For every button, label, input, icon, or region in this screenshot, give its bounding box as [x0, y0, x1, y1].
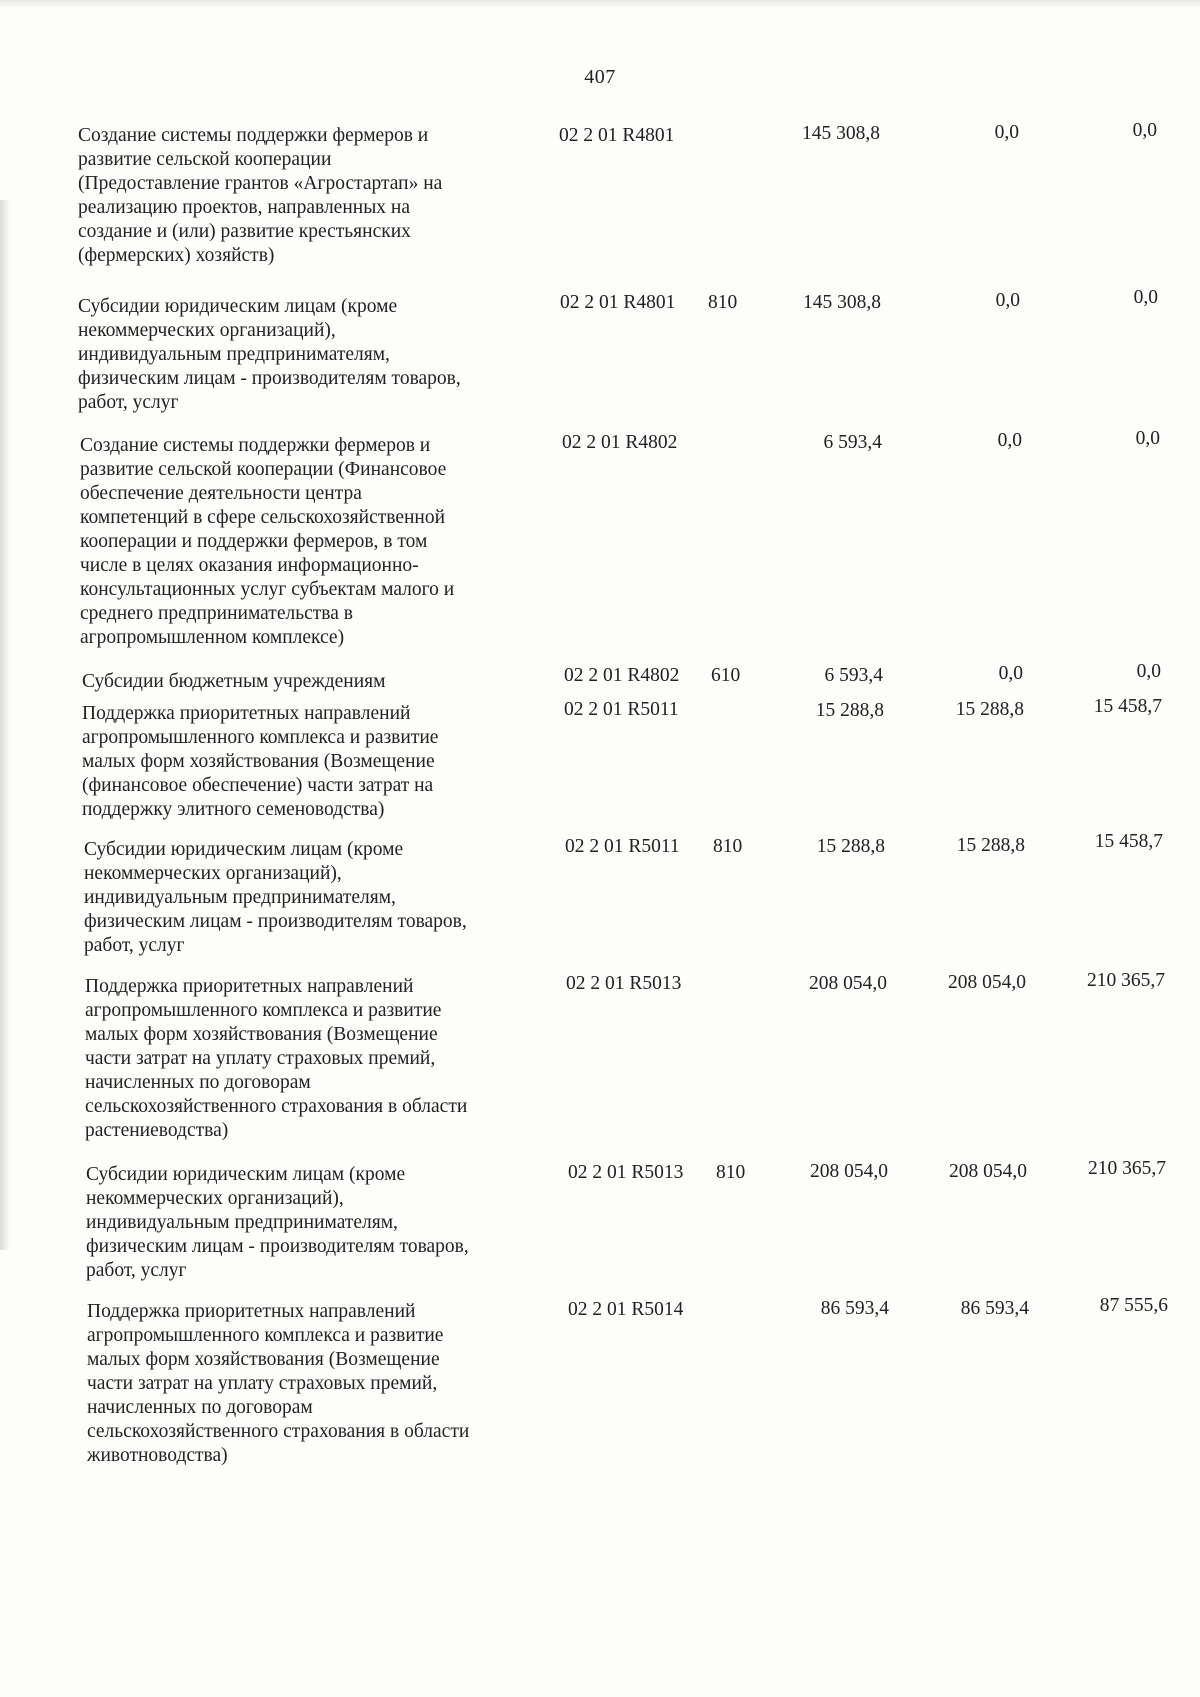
- row-expense-type: 810: [713, 836, 743, 857]
- row-expense-type: 610: [711, 665, 741, 686]
- row-description: Создание системы поддержки фермеров и развитие сельской кооперации (Финансовое обеспечение деятельности центра компетенций в сфере сельскохозяйственной кооперации и поддержки фермеров, в том числе в целях оказания информационно- консультационных услуг субъектам малого и среднего предпринимательства в агропромышленном комплексе): [80, 435, 455, 648]
- row-value-year2: 15 288,8: [956, 835, 1025, 856]
- row-code: 02 2 01 R4801: [559, 125, 675, 146]
- row-code: 02 2 01 R4802: [564, 665, 680, 686]
- row-value-year2: 0,0: [994, 122, 1019, 143]
- row-value-year1: 6 593,4: [823, 432, 882, 453]
- row-value-year2: 15 288,8: [955, 699, 1024, 720]
- row-value-year2: 208 054,0: [948, 972, 1026, 993]
- row-value-year3: 0,0: [1132, 120, 1157, 141]
- row-value-year2: 0,0: [998, 663, 1023, 684]
- row-value-year1: 145 308,8: [802, 123, 880, 144]
- page-number: 407: [584, 66, 616, 88]
- row-value-year3: 15 458,7: [1094, 831, 1163, 852]
- row-description: Субсидии юридическим лицам (кроме некоммерческих организаций), индивидуальным предпринимателям, физическим лицам - производителям товаров, работ, услуг: [84, 839, 467, 956]
- row-description: Поддержка приоритетных направлений агропромышленного комплекса и развитие малых форм хозяйствования (Возмещение части затрат на уплату страховых премий, начисленных по договорам сельскохозяйственного страхования в области животноводства): [87, 1301, 470, 1466]
- row-value-year3: 0,0: [1135, 428, 1160, 449]
- row-code: 02 2 01 R5011: [564, 699, 679, 720]
- row-value-year2: 208 054,0: [949, 1161, 1027, 1182]
- row-code: 02 2 01 R5013: [566, 973, 682, 994]
- row-value-year1: 145 308,8: [803, 292, 881, 313]
- row-value-year3: 0,0: [1136, 661, 1161, 682]
- row-value-year1: 208 054,0: [809, 973, 887, 994]
- row-value-year3: 87 555,6: [1099, 1295, 1168, 1316]
- row-value-year1: 15 288,8: [815, 700, 884, 721]
- row-value-year1: 15 288,8: [816, 836, 885, 857]
- row-value-year1: 208 054,0: [810, 1161, 888, 1182]
- row-code: 02 2 01 R5013: [568, 1162, 684, 1183]
- row-value-year2: 86 593,4: [960, 1298, 1029, 1319]
- row-value-year3: 15 458,7: [1093, 696, 1162, 717]
- row-value-year1: 86 593,4: [820, 1298, 889, 1319]
- row-code: 02 2 01 R4801: [560, 292, 676, 313]
- row-description: Субсидии юридическим лицам (кроме некоммерческих организаций), индивидуальным предпринимателям, физическим лицам - производителям товаров, работ, услуг: [86, 1164, 469, 1281]
- row-code: 02 2 01 R5014: [568, 1299, 684, 1320]
- row-code: 02 2 01 R4802: [562, 432, 678, 453]
- row-description: Субсидии бюджетным учреждениям: [82, 671, 386, 692]
- row-value-year2: 0,0: [997, 430, 1022, 451]
- row-description: Поддержка приоритетных направлений агропромышленного комплекса и развитие малых форм хозяйствования (Возмещение (финансовое обеспечение) части затрат на поддержку элитного семеноводства): [82, 703, 439, 820]
- row-expense-type: 810: [708, 292, 738, 313]
- row-value-year1: 6 593,4: [824, 665, 883, 686]
- row-value-year3: 210 365,7: [1087, 970, 1165, 991]
- row-value-year3: 210 365,7: [1088, 1158, 1166, 1179]
- row-description: Создание системы поддержки фермеров и развитие сельской кооперации (Предоставление грантов «Агростартап» на реализацию проектов, направленных на создание и (или) развитие крестьянских (фермерских) хозяйств): [78, 125, 443, 266]
- row-value-year2: 0,0: [995, 290, 1020, 311]
- row-description: Поддержка приоритетных направлений агропромышленного комплекса и развитие малых форм хозяйствования (Возмещение части затрат на уплату страховых премий, начисленных по договорам сельскохозяйственного страхования в области растениеводства): [85, 976, 468, 1141]
- row-value-year3: 0,0: [1133, 287, 1158, 308]
- row-description: Субсидии юридическим лицам (кроме некоммерческих организаций), индивидуальным предпринимателям, физическим лицам - производителям товаров, работ, услуг: [78, 296, 461, 413]
- row-code: 02 2 01 R5011: [565, 836, 680, 857]
- row-expense-type: 810: [716, 1162, 746, 1183]
